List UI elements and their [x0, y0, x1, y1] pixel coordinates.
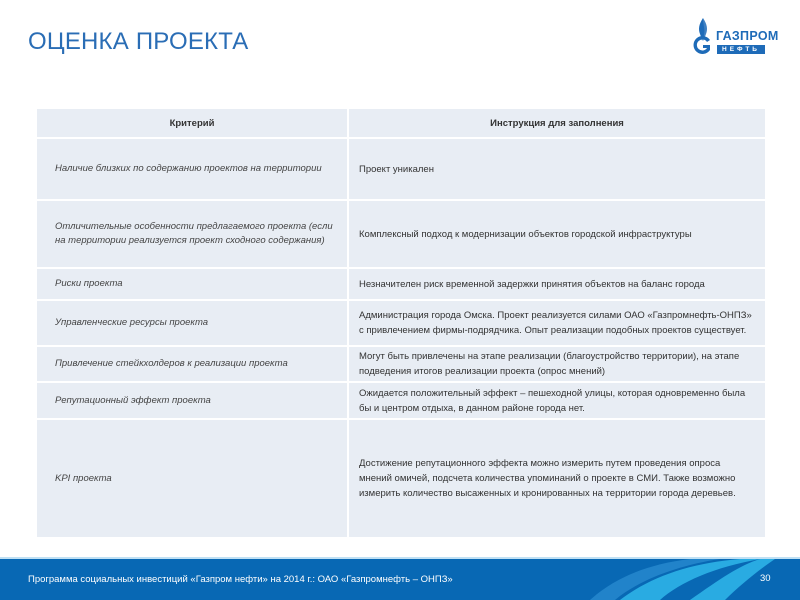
instruction-cell: Ожидается положительный эффект – пешеходной улицы, которая одновременно была бы и центром отдыха, в данном районе города нет.	[348, 382, 766, 419]
footer-text: Программа социальных инвестиций «Газпром нефти» на 2014 г.: ОАО «Газпромнефть – ОНПЗ»	[28, 574, 453, 585]
page-title: ОЦЕНКА ПРОЕКТА	[28, 28, 249, 55]
logo-text-neft: НЕФТЬ	[717, 45, 765, 54]
table-row	[36, 419, 766, 538]
table-row	[36, 346, 766, 382]
instruction-cell: Могут быть привлечены на этапе реализации (благоустройство территории), на этапе подведения итогов реализации проекта (опрос мнений)	[348, 346, 766, 382]
instruction-cell: Достижение репутационного эффекта можно измерить путем проведения опроса мнений омичей, подсчета количества упоминаний о проекте в СМИ. Также возможно измерить количество высаженных и кронированных на территории города деревьев.	[348, 419, 766, 538]
table-row	[36, 268, 766, 300]
instruction-cell: Незначителен риск временной задержки принятия объектов на баланс города	[348, 268, 766, 300]
table-row	[36, 138, 766, 200]
gazprom-flame-icon	[690, 16, 716, 58]
evaluation-table	[35, 107, 767, 539]
page-number: 30	[760, 573, 771, 584]
criterion-cell: KPI проекта	[36, 419, 348, 538]
table-row	[36, 300, 766, 346]
criterion-cell: Репутационный эффект проекта	[36, 382, 348, 419]
instruction-cell: Проект уникален	[348, 138, 766, 200]
table-row	[36, 200, 766, 268]
table-row	[36, 382, 766, 419]
column-header-instruction: Инструкция для заполнения	[348, 108, 766, 138]
instruction-cell: Комплексный подход к модернизации объектов городской инфраструктуры	[348, 200, 766, 268]
footer-band	[0, 557, 800, 600]
criterion-cell: Управленческие ресурсы проекта	[36, 300, 348, 346]
criterion-cell: Привлечение стейкхолдеров к реализации проекта	[36, 346, 348, 382]
logo-text-gazprom: ГАЗПРОМ	[716, 29, 779, 43]
table-header-row	[36, 108, 766, 138]
company-logo	[690, 16, 779, 58]
criterion-cell: Риски проекта	[36, 268, 348, 300]
criterion-cell: Наличие близких по содержанию проектов на территории	[36, 138, 348, 200]
instruction-cell: Администрация города Омска. Проект реализуется силами ОАО «Газпромнефть-ОНПЗ» с привлечением фирмы-подрядчика. Опыт реализации подобных проектов существует.	[348, 300, 766, 346]
criterion-cell: Отличительные особенности предлагаемого проекта (если на территории реализуется проект сходного содержания)	[36, 200, 348, 268]
column-header-criterion: Критерий	[36, 108, 348, 138]
